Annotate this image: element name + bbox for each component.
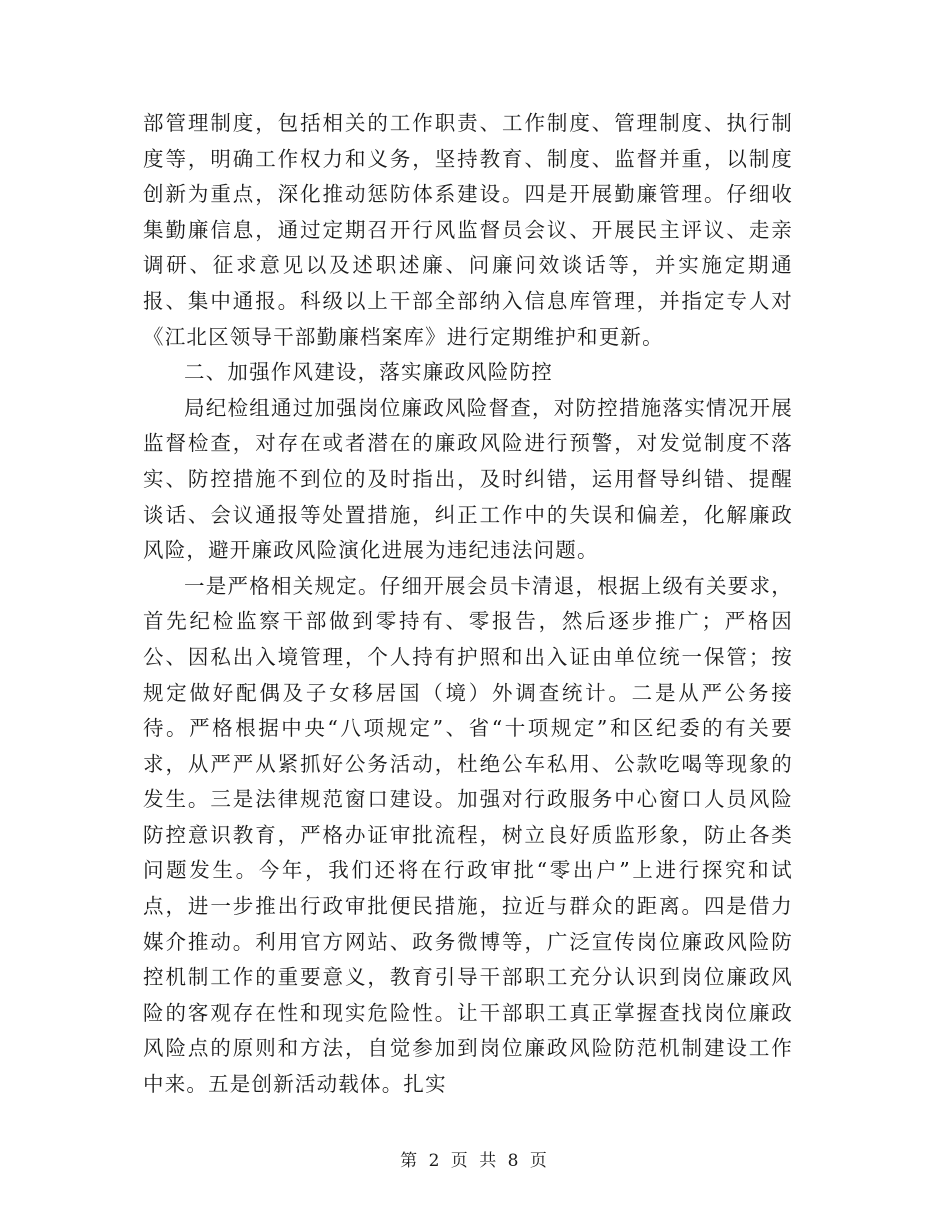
paragraph-measures: 一是严格相关规定。仔细开展会员卡清退，根据上级有关要求，首先纪检监察干部做到零持有、零报告，然后逐步推广；严格因公、因私出入境管理，个人持有护照和出入证由单位统一保管；按规定做好配偶及子女移居国（境）外调查统计。二是从严公务接待。严格根据中央“八项规定”、省“十项规定”和区纪委的有关要求，从严严从紧抓好公务活动，杜绝公车私用、公款吃喝等现象的发生。三是法律规范窗口建设。加强对行政服务中心窗口人员风险防控意识教育，严格办证审批流程，树立良好质监形象，防止各类问题发生。今年，我们还将在行政审批“零出户”上进行探究和试点，进一步推出行政审批便民措施，拉近与群众的距离。四是借力媒介推动。利用官方网站、政务微博等，广泛宣传岗位廉政风险防控机制工作的重要意义，教育引导干部职工充分认识到岗位廉政风险的客观存在性和现实危险性。让干部职工真正掌握查找岗位廉政风险点的原则和方法，自觉参加到岗位廉政风险防范机制建设工作中来。五是创新活动载体。扎实 — [143, 573, 793, 1097]
page-number-footer: 第 2 页 共 8 页 — [400, 1151, 550, 1171]
document-body — [143, 106, 793, 1103]
paragraph-continuation: 部管理制度，包括相关的工作职责、工作制度、管理制度、执行制度等，明确工作权力和义务，坚持教育、制度、监督并重，以制度创新为重点，深化推动惩防体系建设。四是开展勤廉管理。仔细收集勤廉信息，通过定期召开行风监督员会议、开展民主评议、走亲调研、征求意见以及述职述廉、问廉问效谈话等，并实施定期通报、集中通报。科级以上干部全部纳入信息库管理，并指定专人对《江北区领导干部勤廉档案库》进行定期维护和更新。 — [143, 111, 793, 349]
paragraph-section-intro: 局纪检组通过加强岗位廉政风险督查，对防控措施落实情况开展监督检查，对存在或者潜在的廉政风险进行预警，对发觉制度不落实、防控措施不到位的及时指出，及时纠错，运用督导纠错、提醒谈话、会议通报等处置措施，纠正工作中的失误和偏差，化解廉政风险，避开廉政风险演化进展为违纪违法问题。 — [143, 395, 793, 563]
section-heading: 二、加强作风建设，落实廉政风险防控 — [184, 360, 553, 385]
